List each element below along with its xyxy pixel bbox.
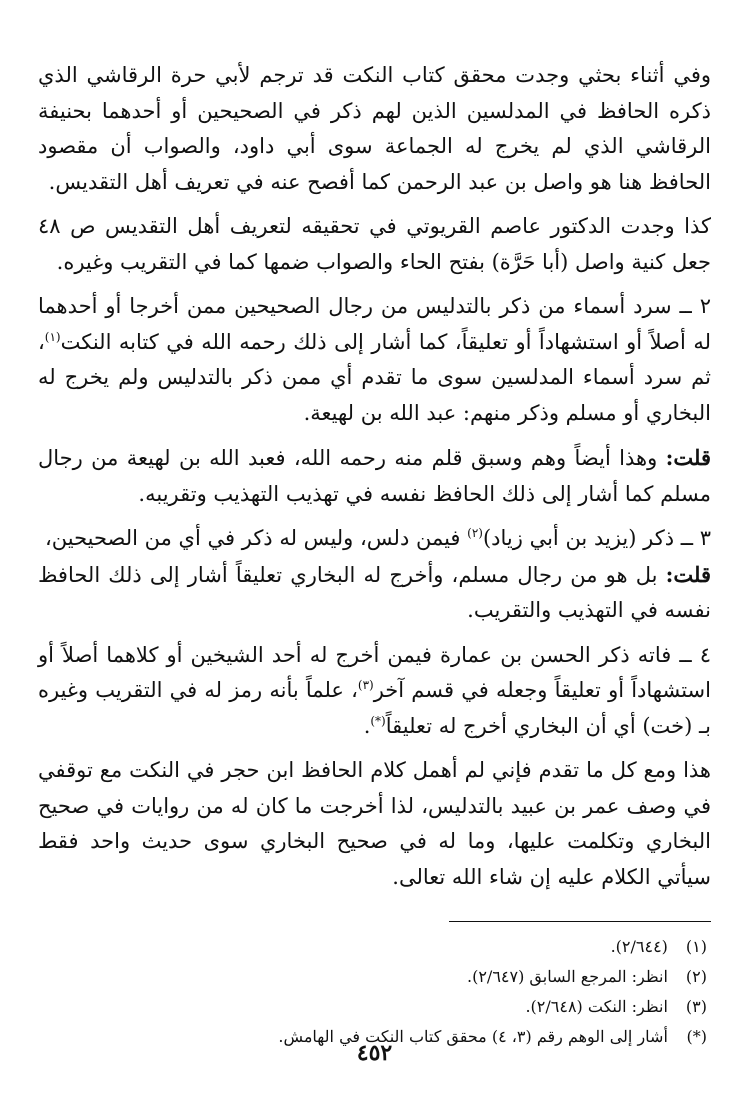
footnote-text: انظر: النكت (٢/٦٤٨). <box>525 997 668 1016</box>
paragraph-1 <box>38 58 711 200</box>
footnote-text: انظر: المرجع السابق (٢/٦٤٧). <box>467 967 668 986</box>
paragraph-4 <box>38 440 711 512</box>
paragraph-4-lead: قلت: <box>665 445 711 470</box>
footnote-number: (٢) <box>685 967 707 986</box>
paragraph-3 <box>38 289 711 431</box>
footnote-3 <box>38 992 707 1022</box>
paragraph-7-text-a: ٤ ــ فاته ذكر الحسن بن عمارة فيمن أخرج له أحد الشيخين أو كلاهما أصلاً أو استشهاداً أو تعليقاً وجعله في قسم آخر <box>38 642 711 702</box>
footnote-ref-2[interactable]: (٢) <box>467 526 483 540</box>
paragraph-3-text-b: ، ثم سرد أسماء المدلسين سوى ما تقدم أي ممن ذكر بالتدليس ولم يخرج له البخاري أو مسلم وذكر منهم: عبد الله بن لهيعة. <box>38 329 711 425</box>
paragraph-6-text: بل هو من رجال مسلم، وأخرج له البخاري تعليقاً أشار إلى ذلك الحافظ نفسه في التهذيب والتقريب. <box>38 562 711 622</box>
paragraph-7-text-b: ، علماً بأنه رمز له في التقريب وغيره بـ (خت) أي أن البخاري أخرج له تعليقاً <box>38 678 711 738</box>
paragraph-5 <box>38 521 711 557</box>
footnote-ref-3[interactable]: (٣) <box>357 678 374 692</box>
paragraph-3-text-a: ٢ ــ سرد أسماء من ذكر بالتدليس من رجال الصحيحين ممن أخرجا أو أحدهما له أصلاً أو استشهاداً أو تعليقاً، كما أشار إلى ذلك رحمه الله في كتابه النكت <box>38 294 711 354</box>
page-number: ٤٥٢ <box>356 1040 393 1066</box>
paragraph-6-lead: قلت: <box>665 561 711 587</box>
footnotes-list <box>38 932 711 1052</box>
footnote-2 <box>38 962 707 992</box>
paragraph-6 <box>38 557 711 629</box>
footnote-text: (٢/٦٤٤). <box>610 937 668 956</box>
paragraph-4-text: وهذا أيضاً وهم وسبق قلم منه رحمه الله، فعبد الله بن لهيعة من رجال مسلم كما أشار إلى ذلك الحافظ نفسه في تهذيب التهذيب وتقريبه. <box>38 446 711 506</box>
paragraph-2-text: كذا وجدت الدكتور عاصم القريوتي في تحقيقه لتعريف أهل التقديس ص ٤٨ جعل كنية واصل (أبا حَرَّة) بفتح الحاء والصواب ضمها كما في التقريب وغيره. <box>38 214 711 274</box>
paragraph-7 <box>38 638 711 745</box>
footnote-number: (١) <box>685 937 707 956</box>
footnote-number: (٣) <box>685 997 707 1016</box>
paragraph-7-text-c: . <box>363 713 371 738</box>
footnote-ref-1[interactable]: (١) <box>44 329 61 344</box>
footnote-ref-star[interactable]: (*) <box>370 713 386 728</box>
paragraph-5-text-b: فيمن دلس، وليس له ذكر في أي من الصحيحين، <box>44 526 468 550</box>
paragraph-5-text-a: ٣ ــ ذكر (يزيد بن أبي زياد) <box>482 526 711 550</box>
paragraph-1-text: وفي أثناء بحثي وجدت محقق كتاب النكت قد ترجم لأبي حرة الرقاشي الذي ذكره الحافظ في المدلسين الذين لهم ذكر في الصحيحين أو أحدهما بحنيفة الرقاشي الذي لم يخرج له الجماعة سوى أبي داود، والصواب أن مقصود الحافظ هنا هو واصل بن عبد الرحمن كما أفصح عنه في تعريف أهل التقديس. <box>38 63 712 194</box>
paragraph-8-text: هذا ومع كل ما تقدم فإني لم أهمل كلام الحافظ ابن حجر في النكت مع توقفي في وصف عمر بن عبيد بالتدليس، لذا أخرجت ما كان له من روايات في صحيح البخاري وتكلمت عليها، وما له في صحيح البخاري سوى حديث واحد فقط سيأتي الكلام عليه إن شاء الله تعالى. <box>38 758 711 889</box>
footnote-1 <box>38 932 707 962</box>
footnote-text: أشار إلى الوهم رقم (٣، ٤) محقق كتاب النكت في الهامش. <box>278 1027 668 1046</box>
footnote-divider <box>449 921 711 922</box>
paragraph-2 <box>38 209 711 280</box>
footnote-number: (*) <box>686 1027 707 1046</box>
paragraph-8 <box>38 753 711 895</box>
